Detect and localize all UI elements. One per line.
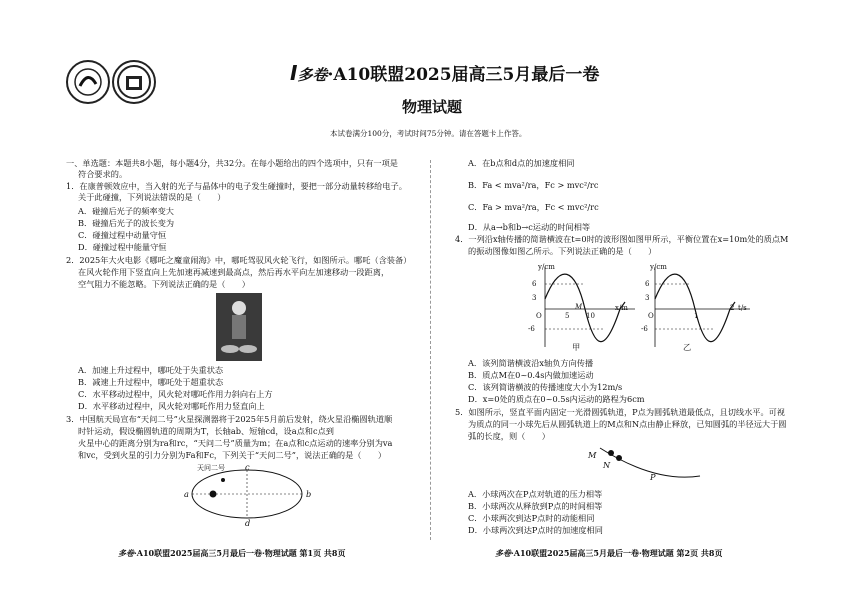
q2-option-c: C．水平移动过程中，风火轮对哪吒作用力斜向右上方 — [78, 389, 273, 399]
exam-subtitle: 物理试题 — [402, 98, 463, 116]
orbit-label-probe: 天问二号 — [197, 464, 225, 472]
exam-note: 本试卷满分100分，考试时间75分钟。请在答题卡上作答。 — [330, 129, 527, 138]
q4-option-a: A．该列简谐横波沿x轴负方向传播 — [468, 358, 594, 368]
q5-option-c: C．小球两次到达P点时的动能相同 — [468, 513, 595, 523]
graph-b-caption: 乙 — [683, 342, 692, 352]
arc-label-P: P — [650, 472, 656, 482]
q1-line2: 关于此碰撞，下列说法错误的是（ ） — [78, 192, 226, 202]
footer-right — [495, 548, 722, 559]
q5-line3: 弧的长度，则（ ） — [468, 431, 550, 441]
q3-option-d: D．从a→b和b→c运动的时间相等 — [468, 222, 591, 232]
q3-line1: 3．中国航天局宣布“天问二号”火星探测器将于2025年5月前后发射，绕火星沿椭圆轨道顺 — [66, 414, 393, 424]
q3-option-b: B．Fa < mva²/ra，Fc > mvc²/rc — [468, 180, 599, 190]
q5-option-b: B．小球两次从释放到P点的时间相等 — [468, 501, 603, 511]
footer-right-brand: 多卷 — [495, 548, 511, 558]
emblem-graphic — [114, 62, 154, 102]
exam-title — [290, 60, 599, 85]
q4-line2: 的振动图像如图乙所示。下列说法正确的是（ ） — [468, 246, 657, 256]
graph-a-point-M: M — [575, 303, 583, 311]
arc-label-N: N — [603, 460, 611, 470]
q1-option-a: A．碰撞后光子的频率变大 — [78, 206, 174, 216]
brand-glyph: I — [290, 61, 298, 85]
q1-option-c: C．碰撞过程中动量守恒 — [78, 230, 167, 240]
graph-a-tick-x10: 10 — [586, 312, 595, 320]
graph-b-tick-6: 6 — [645, 280, 650, 288]
graph-a-tick-3: 3 — [532, 294, 537, 302]
graph-a-ylabel: y/cm — [538, 263, 555, 271]
q5-option-a: A．小球两次在P点对轨道的压力相等 — [468, 489, 603, 499]
q5-option-d: D．小球两次到达P点时的加速度相同 — [468, 525, 603, 535]
graph-b-xlabel: t/s — [738, 304, 747, 312]
q5-line2: 为质点的同一小球先后从圆弧轨道上的M点和N点由静止释放，已知圆弧的半径远大于圆 — [468, 419, 787, 429]
school-emblem-logo — [112, 60, 156, 104]
q3-option-a: A．在b点和d点的加速度相同 — [468, 158, 575, 168]
seal-graphic — [68, 62, 108, 102]
q2-line1: 2．2025年大火电影《哪吒之魔童闹海》中，哪吒驾驭风火轮飞行，如图所示。哪吒（含装备） — [66, 255, 412, 265]
nezha-image — [216, 293, 262, 361]
graph-b-tick-t1: 1 — [694, 312, 699, 320]
q3-line3: 火星中心的距离分别为ra和rc，“天问二号”质量为m；在a点和c点运动的速率分别为va — [78, 438, 393, 448]
school-seal-logo — [66, 60, 110, 104]
graph-a-xlabel: x/m — [615, 304, 628, 312]
orbit-label-d: d — [245, 518, 251, 528]
q1-line1: 1．在康普顿效应中，当入射的光子与晶体中的电子发生碰撞时，要把一部分动量转移给电子。 — [66, 181, 407, 191]
orbit-label-a: a — [184, 489, 189, 499]
q2-line2: 在风火轮作用下竖直向上先加速再减速到最高点，然后再水平向左加速移动一段距离， — [78, 267, 390, 277]
exam-title-text: ·A10联盟2025届高三5月最后一卷 — [327, 65, 600, 85]
column-divider — [430, 160, 432, 540]
q3-option-c: C．Fa > mva²/ra，Fc < mvc²/rc — [468, 202, 599, 212]
graph-b-tick-3: 3 — [645, 294, 650, 302]
q2-option-b: B．减速上升过程中，哪吒处于超重状态 — [78, 377, 224, 387]
section-heading: 一、单选题：本题共8小题，每小题4分，共32分。在每小题给出的四个选项中，只有一项是 — [66, 158, 398, 168]
q5-line1: 5．如图所示，竖直平面内固定一光滑圆弧轨道，P点为圆弧轨道最低点，且切线水平。可视 — [455, 407, 786, 417]
q1-option-b: B．碰撞后光子的波长变为 — [78, 218, 175, 228]
graph-a-tick-neg6: -6 — [528, 325, 535, 333]
arc-label-M: M — [588, 450, 597, 460]
q3-line4: 和vc，受到火星的引力分别为Fa和Fc，下列关于“天问二号”，说法正确的是（ ） — [78, 450, 387, 460]
graph-b-tick-neg6: -6 — [641, 325, 648, 333]
orbit-label-c: c — [245, 462, 250, 472]
graph-b-tick-t2: 2 — [730, 304, 735, 312]
graph-b-ylabel: y/cm — [650, 263, 667, 271]
graph-a-tick-x5: 5 — [565, 312, 570, 320]
footer-right-text: ·A10联盟2025届高三5月最后一卷·物理试题 第2页 共8页 — [511, 548, 723, 558]
footer-left-text: ·A10联盟2025届高三5月最后一卷·物理试题 第1页 共8页 — [134, 548, 346, 558]
q4-option-c: C．该列简谐横波的传播速度大小为12m/s — [468, 382, 623, 392]
q1-option-d: D．碰撞过程中能量守恒 — [78, 242, 167, 252]
q2-line3: 空气阻力不能忽略。下列说法正确的是（ ） — [78, 279, 250, 289]
graph-b-origin: O — [648, 312, 654, 320]
graph-a-tick-6: 6 — [532, 280, 537, 288]
q2-option-d: D．水平移动过程中，风火轮对哪吒作用力竖直向上 — [78, 401, 265, 411]
graph-a-caption: 甲 — [572, 342, 581, 352]
orbit-label-b: b — [306, 489, 312, 499]
q4-option-d: D．x=0处的质点在0~0.5s内运动的路程为6cm — [468, 394, 645, 404]
nezha-figure — [216, 293, 262, 361]
footer-left-brand: 多卷 — [118, 548, 134, 558]
footer-left — [118, 548, 345, 559]
q4-line1: 4．一列沿x轴传播的简谐横波在t=0时的波形图如图甲所示，平衡位置在x=10m处的质点M — [455, 234, 789, 244]
brand-script: 多卷 — [297, 66, 328, 84]
section-heading-cont: 符合要求的。 — [78, 169, 128, 179]
graph-a-origin: O — [536, 312, 542, 320]
q4-option-b: B．质点M在0~0.4s内做加速运动 — [468, 370, 594, 380]
q2-option-a: A．加速上升过程中，哪吒处于失重状态 — [78, 365, 224, 375]
q3-line2: 时针运动，假设椭圆轨道的周期为T，长轴ab、短轴cd，设a点和c点到 — [78, 426, 334, 436]
